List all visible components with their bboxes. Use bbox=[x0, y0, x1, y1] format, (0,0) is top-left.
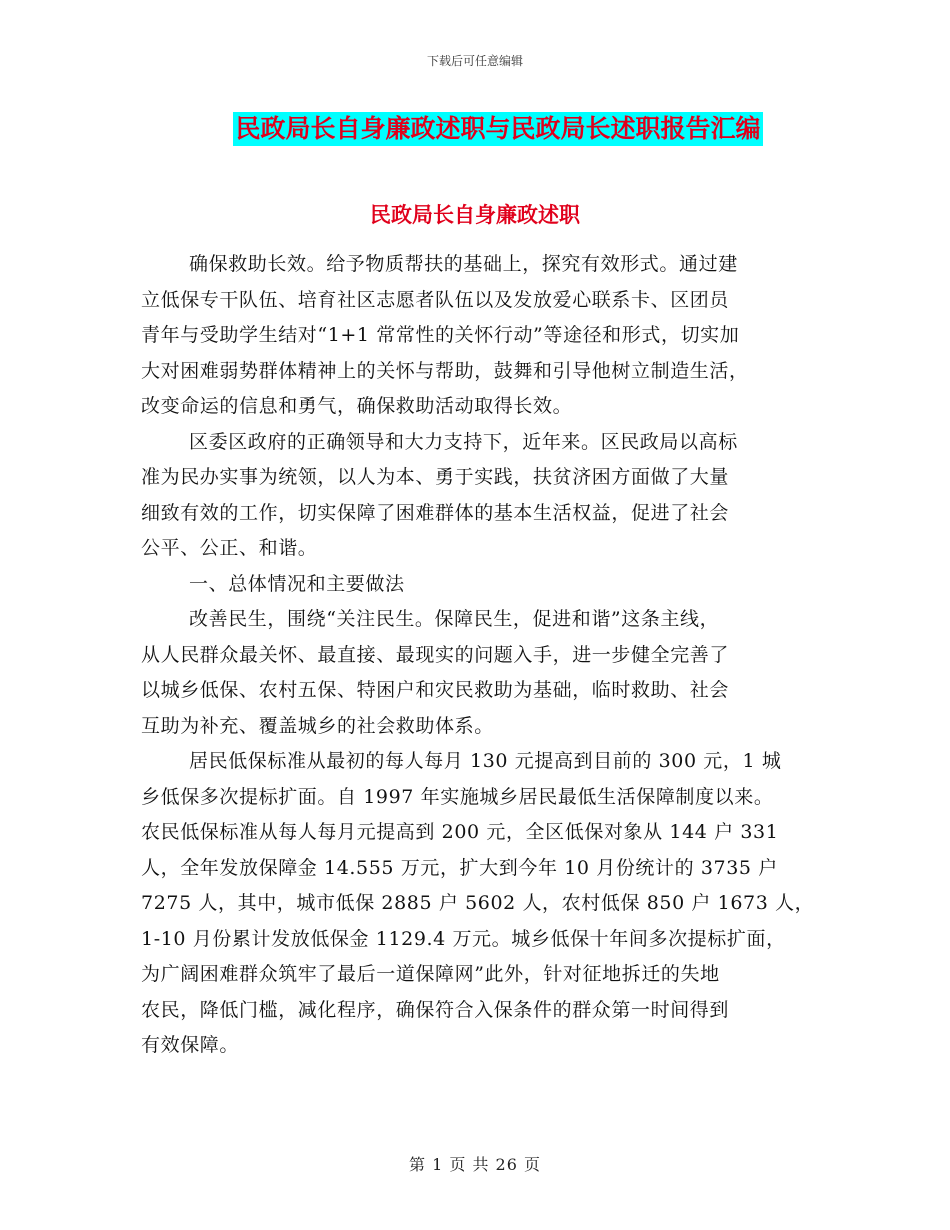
text-line: 互助为补充、覆盖城乡的社会救助体系。 bbox=[141, 714, 494, 737]
text-line: 细致有效的工作，切实保障了困难群体的基本生活权益，促进了社会 bbox=[141, 501, 730, 524]
paragraph-4 bbox=[141, 744, 821, 1064]
header-note: 下载后可任意编辑 bbox=[426, 54, 523, 68]
text-line: 有效保障。 bbox=[141, 1034, 240, 1056]
paragraph-2 bbox=[141, 425, 821, 567]
text-line: 青年与受助学生结对“1+1 常常性的关怀行动”等途径和形式，切实加 bbox=[141, 324, 740, 346]
text-line: 为广阔困难群众筑牢了最后一道保障网”此外，针对征地拆迁的失地 bbox=[141, 963, 720, 985]
text-line: 准为民办实事为统领，以人为本、勇于实践，扶贫济困方面做了大量 bbox=[141, 466, 730, 488]
document-body bbox=[141, 247, 821, 1064]
text-line: 改善民生，围绕“关注民生。保障民生，促进和谐”这条主线， bbox=[189, 608, 720, 630]
text-line: 1-10 月份累计发放低保金 1129.4 万元。城乡低保十年间多次提标扩面， bbox=[141, 927, 786, 950]
paragraph-1 bbox=[141, 247, 821, 425]
text-line: 公平、公正、和谐。 bbox=[141, 537, 318, 559]
text-line: 一、总体情况和主要做法 bbox=[189, 572, 405, 595]
section-title: 民政局长自身廉政述职 bbox=[370, 202, 580, 227]
text-line: 大对困难弱势群体精神上的关怀与帮助，鼓舞和引导他树立制造生活， bbox=[141, 359, 749, 382]
text-line: 乡低保多次提标扩面。自 1997 年实施城乡居民最低生活保障制度以来。 bbox=[141, 785, 774, 808]
text-line: 确保救助长效。给予物质帮扶的基础上，探究有效形式。通过建 bbox=[189, 253, 738, 275]
text-line: 立低保专干队伍、培育社区志愿者队伍以及发放爱心联系卡、区团员 bbox=[141, 288, 730, 311]
text-line: 农民低保标准从每人每月元提高到 200 元，全区低保对象从 144 户 331 bbox=[141, 821, 779, 843]
text-line: 7275 人，其中，城市低保 2885 户 5602 人，农村低保 850 户 1673 人， bbox=[141, 892, 815, 914]
text-line: 改变命运的信息和勇气，确保救助活动取得长效。 bbox=[141, 395, 573, 417]
text-line: 从人民群众最关怀、最直接、最现实的问题入手，进一步健全完善了 bbox=[141, 643, 730, 666]
text-line: 农民，降低门槛，减化程序，确保符合入保条件的群众第一时间得到 bbox=[141, 998, 730, 1021]
text-line: 人，全年发放保障金 14.555 万元，扩大到今年 10 月份统计的 3735 户 bbox=[141, 856, 778, 879]
text-line: 居民低保标准从最初的每人每月 130 元提高到目前的 300 元，1 城 bbox=[189, 750, 782, 772]
main-title-wrap bbox=[0, 112, 950, 146]
section-heading-1 bbox=[141, 567, 821, 603]
text-line: 以城乡低保、农村五保、特困户和灾民救助为基础，临时救助、社会 bbox=[141, 679, 730, 701]
paragraph-3 bbox=[141, 602, 821, 744]
text-line: 区委区政府的正确领导和大力支持下，近年来。区民政局以高标 bbox=[189, 430, 738, 453]
page-footer: 第 1 页 共 26 页 bbox=[409, 1155, 541, 1174]
document-title: 民政局长自身廉政述职与民政局长述职报告汇编 bbox=[233, 112, 762, 146]
